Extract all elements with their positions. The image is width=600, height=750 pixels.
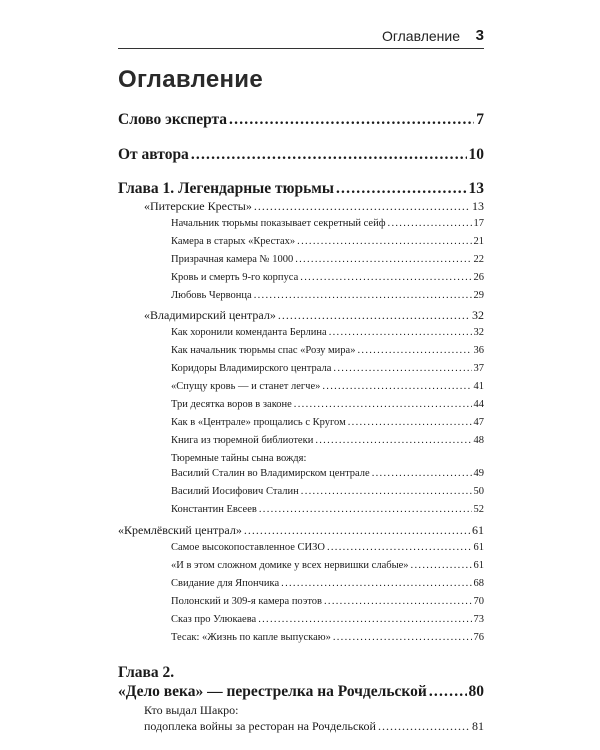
toc-section-kresty[interactable] (144, 199, 484, 214)
item-title: Как начальник тюрьмы спас «Розу мира» (171, 345, 356, 356)
item-title: Коридоры Владимирского централа (171, 363, 332, 374)
dot-leader (322, 381, 471, 392)
item-title: Призрачная камера № 1000 (171, 254, 294, 265)
toc-chapter-2[interactable] (118, 683, 484, 701)
running-title: Оглавление (381, 28, 460, 44)
dot-leader (336, 180, 467, 198)
toc-item[interactable] (171, 327, 484, 338)
dot-leader (259, 504, 472, 515)
item-page: 36 (473, 345, 484, 356)
toc-entry-page: 10 (468, 146, 484, 163)
item-title: Тесак: «Жизнь по капле выпускаю» (171, 632, 331, 643)
item-page: 70 (473, 596, 484, 607)
toc-item[interactable] (171, 363, 484, 374)
item-page: 32 (473, 327, 484, 338)
toc-item-first-line[interactable]: Тюремные тайны сына вождя: (171, 453, 307, 464)
toc-entry-expert-word[interactable] (118, 111, 484, 129)
dot-leader (411, 560, 472, 571)
item-title: Три десятка воров в законе (171, 399, 292, 410)
toc-item[interactable] (171, 596, 484, 607)
item-page: 21 (473, 236, 484, 247)
section-title: «Кремлёвский централ» (118, 523, 242, 537)
toc-section-first-line[interactable]: Кто выдал Шакро: (144, 703, 239, 717)
item-page: 68 (473, 578, 484, 589)
toc-item[interactable] (171, 236, 484, 247)
item-page: 52 (473, 504, 484, 515)
dot-leader (327, 542, 472, 553)
item-page: 47 (473, 417, 484, 428)
item-title: Сказ про Улюкаева (171, 614, 257, 625)
item-title: Константин Евсеев (171, 504, 257, 515)
item-page: 61 (473, 542, 484, 553)
item-page: 26 (473, 272, 484, 283)
section-title: подоплека войны за ресторан на Рочдельской (144, 719, 376, 733)
item-page: 44 (473, 399, 484, 410)
toc-item[interactable] (171, 290, 484, 301)
chapter-2-label: Глава 2. (118, 664, 175, 681)
item-title: Книга из тюремной библиотеки (171, 435, 314, 446)
item-title: Камера в старых «Крестах» (171, 236, 296, 247)
item-title: Василий Иосифович Сталин (171, 486, 299, 497)
section-page: 13 (472, 199, 484, 213)
item-title: Как в «Централе» прощались с Кругом (171, 417, 346, 428)
section-page: 61 (472, 523, 484, 537)
item-title: Начальник тюрьмы показывает секретный сейф (171, 218, 386, 229)
toc-entry-from-author[interactable] (118, 146, 484, 164)
toc-item[interactable] (171, 614, 484, 625)
toc-item[interactable] (171, 381, 484, 392)
item-title: Самое высокопоставленное СИЗО (171, 542, 325, 553)
toc-item[interactable] (171, 345, 484, 356)
toc-item[interactable] (171, 272, 484, 283)
item-page: 61 (473, 560, 484, 571)
toc-item[interactable] (171, 632, 484, 643)
dot-leader (315, 435, 471, 446)
toc-item[interactable] (171, 542, 484, 553)
section-title: «Владимирский централ» (144, 308, 276, 322)
section-page: 81 (472, 719, 484, 733)
dot-leader (278, 308, 470, 323)
dot-leader (324, 596, 472, 607)
page-number: 3 (475, 27, 484, 44)
item-page: 22 (473, 254, 484, 265)
toc-item[interactable] (171, 486, 484, 497)
toc-entry-title: От автора (118, 146, 189, 163)
dot-leader (388, 218, 472, 229)
dot-leader (348, 417, 472, 428)
chapter-page: 80 (468, 683, 484, 700)
dot-leader (254, 199, 470, 214)
dot-leader (429, 683, 467, 701)
dot-leader (244, 523, 470, 538)
dot-leader (294, 399, 472, 410)
dot-leader (333, 632, 472, 643)
item-page: 50 (473, 486, 484, 497)
item-page: 76 (473, 632, 484, 643)
toc-entry-title: Слово эксперта (118, 111, 228, 128)
toc-item[interactable] (171, 218, 484, 229)
toc-item[interactable] (171, 417, 484, 428)
dot-leader (254, 290, 472, 301)
toc-item[interactable] (171, 578, 484, 589)
dot-leader (229, 111, 474, 129)
item-page: 48 (473, 435, 484, 446)
toc-section-kremlin[interactable] (118, 523, 484, 538)
dot-leader (295, 254, 471, 265)
item-page: 49 (473, 468, 484, 479)
section-title: «Питерские Кресты» (144, 199, 252, 213)
dot-leader (372, 468, 472, 479)
dot-leader (378, 719, 470, 734)
page-title: Оглавление (118, 66, 263, 93)
item-page: 41 (473, 381, 484, 392)
toc-item[interactable] (171, 254, 484, 265)
chapter-title: «Дело века» — перестрелка на Рочдельской (118, 683, 427, 700)
item-title: Полонский и 309-я камера поэтов (171, 596, 322, 607)
dot-leader (281, 578, 471, 589)
dot-leader (301, 486, 472, 497)
item-title: Свидание для Япончика (171, 578, 280, 589)
toc-item[interactable] (171, 560, 484, 571)
dot-leader (258, 614, 471, 625)
item-title: «И в этом сложном домике у всех нервишки слабые» (171, 560, 409, 571)
toc-item[interactable] (171, 468, 484, 479)
item-title: Василий Сталин во Владимирском централе (171, 468, 370, 479)
dot-leader (329, 327, 472, 338)
dot-leader (333, 363, 471, 374)
dot-leader (357, 345, 471, 356)
item-page: 73 (473, 614, 484, 625)
toc-section-shakro[interactable] (144, 719, 484, 734)
toc-item[interactable] (171, 399, 484, 410)
section-page: 32 (472, 308, 484, 322)
dot-leader (297, 236, 471, 247)
item-page: 37 (473, 363, 484, 374)
item-page: 29 (473, 290, 484, 301)
item-title: Кровь и смерть 9-го корпуса (171, 272, 299, 283)
dot-leader (300, 272, 471, 283)
toc-item[interactable] (171, 435, 484, 446)
toc-section-vladimirsky[interactable] (144, 308, 484, 323)
item-title: Как хоронили коменданта Берлина (171, 327, 327, 338)
chapter-title: Глава 1. Легендарные тюрьмы (118, 180, 334, 197)
item-title: «Спущу кровь — и станет легче» (171, 381, 321, 392)
dot-leader (191, 146, 467, 164)
toc-item[interactable] (171, 504, 484, 515)
toc-chapter-1[interactable] (118, 180, 484, 198)
item-page: 17 (473, 218, 484, 229)
item-title: Любовь Червонца (171, 290, 252, 301)
chapter-page: 13 (468, 180, 484, 197)
toc-entry-page: 7 (476, 111, 484, 128)
